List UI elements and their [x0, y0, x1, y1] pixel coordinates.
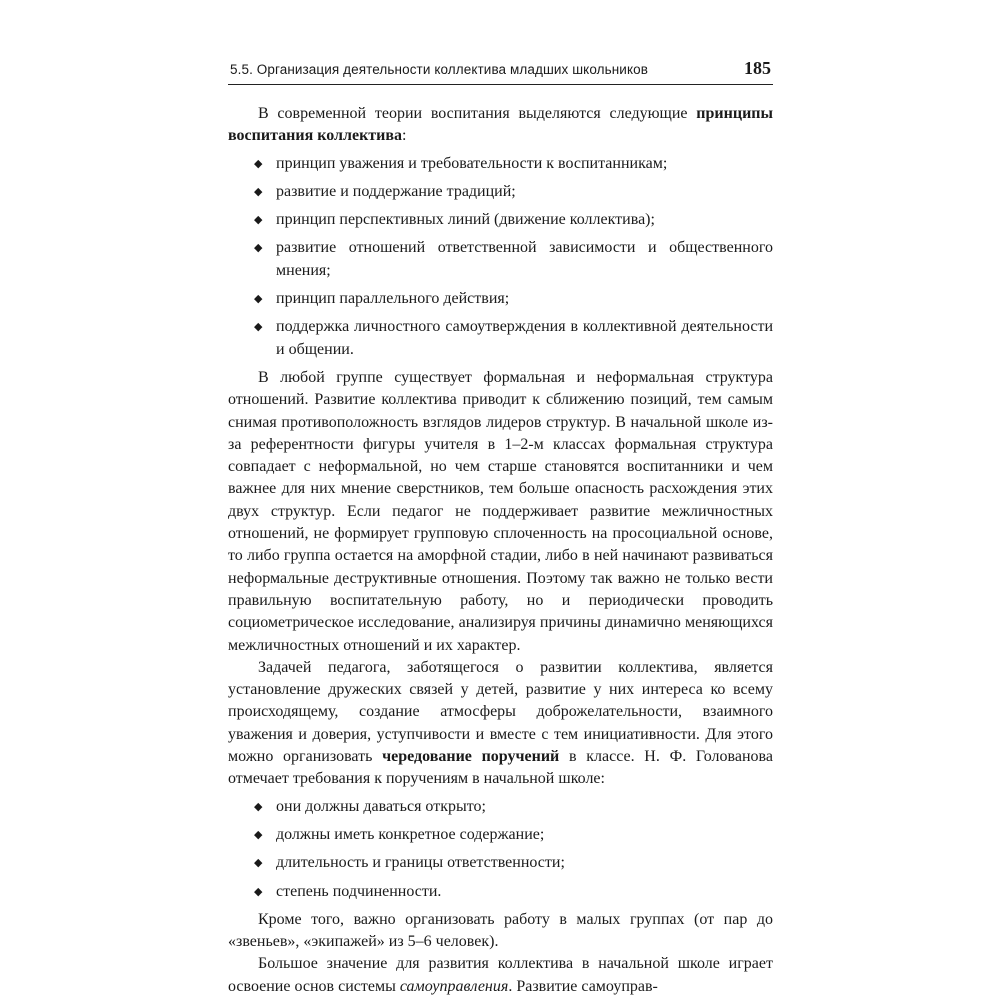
italic-term: самоуправления	[399, 977, 509, 995]
list-item: ◆ принцип уважения и требовательности к воспитанникам;	[228, 153, 773, 175]
list-item: ◆ должны иметь конкретное содержание;	[228, 824, 773, 846]
paragraph-structure: В любой группе существует формальная и неформальная структура отношений. Развитие коллектива приводит к сближению позиций, тем самым снимая противоположность взглядов лидеров структур. В начальной школе из-за референтности фигуры учителя в 1–2-м классах формальная структура совпадает с неформальной, но чем старше становятся воспитанники и чем важнее для них мнение сверстников, тем больше опасность расхождения этих двух структур. Если педагог не поддерживает развитие межличностных отношений, не формирует групповую сплоченность на просоциальной основе, то либо группа остается на аморфной стадии, либо в ней начинают развиваться неформальные деструктивные отношения. Поэтому так важно не только вести правильную воспитательную работу, но и периодически проводить социометрическое исследование, анализируя причины динамично меняющихся межличностных отношений и их характер.	[228, 368, 773, 654]
list-item: ◆ развитие и поддержание традиций;	[228, 181, 773, 203]
paragraph-tasks: Задачей педагога, заботящегося о развитии коллектива, является установление дружеских связей у детей, развитие у них интереса ко всему происходящему, создание атмосферы доброжелательности, взаимного уважения и доверия, уступчивости и вместе с тем инициативности. Для этого можно организовать чередование поручений в классе. Н. Ф. Голованова отмечает требования к поручениям в начальной школе:	[228, 658, 773, 788]
list-item: ◆ степень подчиненности.	[228, 881, 773, 903]
running-header	[228, 58, 773, 85]
diamond-bullet-icon: ◆	[254, 857, 263, 870]
diamond-bullet-icon: ◆	[254, 293, 263, 306]
diamond-bullet-icon: ◆	[254, 885, 263, 898]
diamond-bullet-icon: ◆	[254, 242, 263, 255]
diamond-bullet-icon: ◆	[254, 321, 263, 334]
list-item: ◆ поддержка личностного самоутверждения в коллективной деятельности и общении.	[254, 318, 773, 358]
paragraph-self-government: Большое значение для развития коллектива в начальной школе играет освоение основ системы самоуправления. Развитие самоуправ-	[228, 955, 773, 995]
principles-list	[228, 153, 773, 361]
diamond-bullet-icon: ◆	[254, 800, 263, 813]
diamond-bullet-icon: ◆	[254, 157, 263, 170]
list-item: ◆ длительность и границы ответственности;	[228, 852, 773, 874]
list-item: ◆ принцип параллельного действия;	[228, 288, 773, 310]
bold-term: чередование поручений	[382, 748, 560, 766]
section-title: 5.5. Организация деятельности коллектива младших школьников	[230, 62, 648, 77]
diamond-bullet-icon: ◆	[254, 828, 263, 841]
list-item: ◆ они должны даваться открыто;	[228, 796, 773, 818]
bold-term: принципы воспитания коллектива	[228, 105, 773, 145]
diamond-bullet-icon: ◆	[254, 214, 263, 227]
diamond-bullet-icon: ◆	[254, 185, 263, 198]
list-item: ◆ развитие отношений ответственной зависимости и общественного мнения;	[254, 239, 773, 279]
paragraph-intro: В современной теории воспитания выделяются следующие принципы воспитания коллектива:	[228, 105, 773, 145]
list-item: ◆ принцип перспективных линий (движение коллектива);	[228, 209, 773, 231]
requirements-list	[228, 796, 773, 903]
page-number: 185	[744, 58, 771, 78]
paragraph-groups: Кроме того, важно организовать работу в малых группах (от пар до «звеньев», «экипажей» из 5–6 человек).	[228, 910, 773, 951]
page-body	[228, 103, 773, 998]
